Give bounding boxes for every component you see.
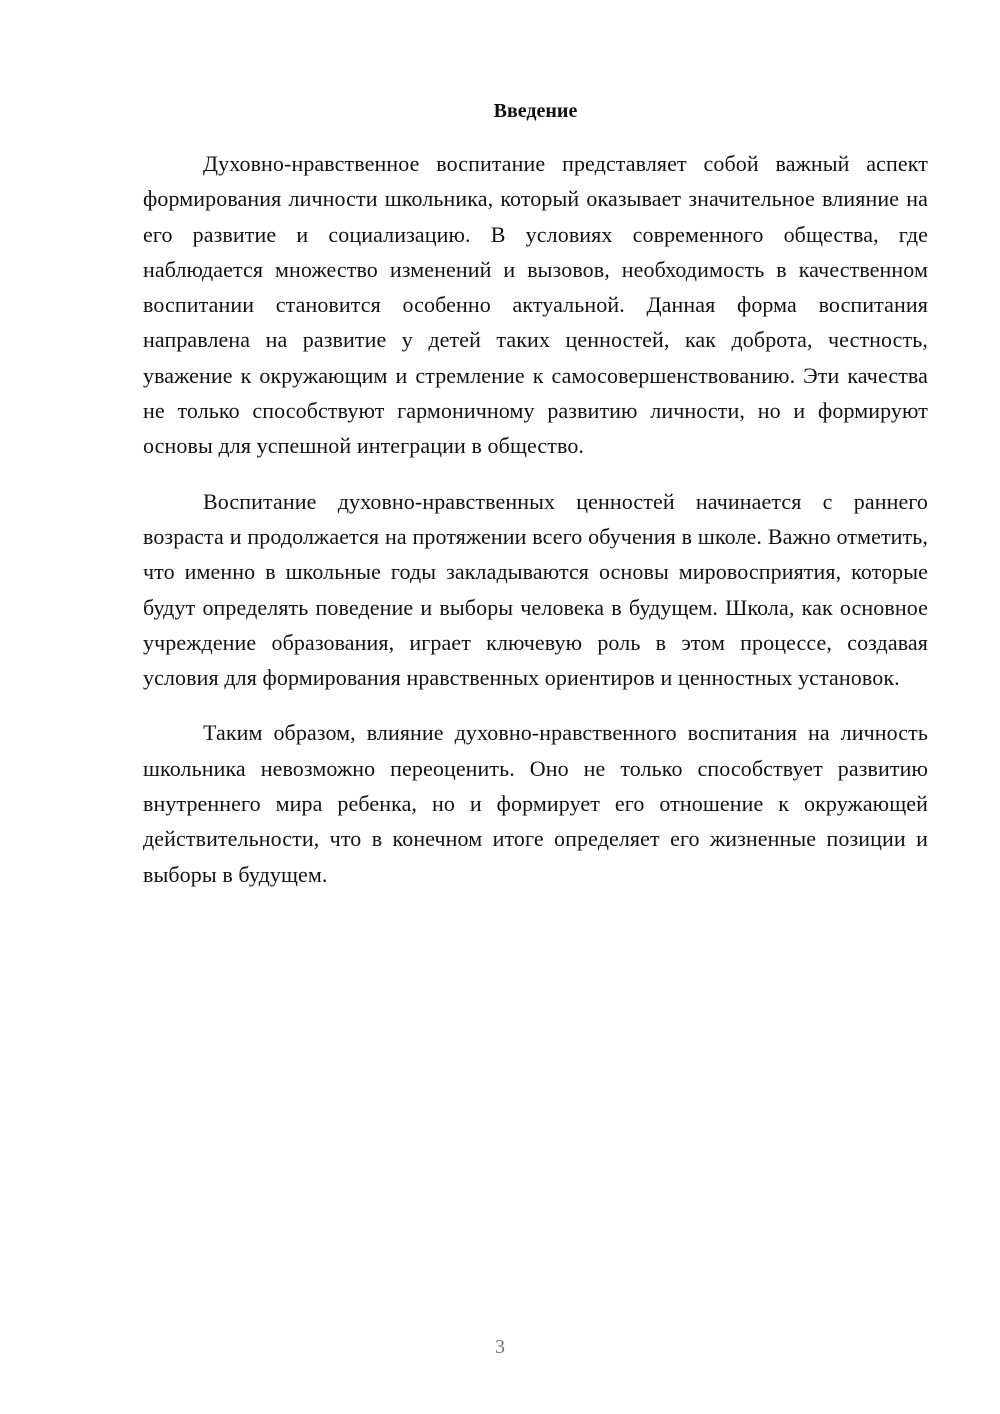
page-number: 3 bbox=[495, 1336, 505, 1358]
paragraph-1: Духовно-нравственное воспитание представляет собой важный аспект формирования личности школьника, который оказывает значительное влияние на его развитие и социализацию. В условиях современного общества, где наблюдается множество изменений и вызовов, необходимость в качественном воспитании становится особенно актуальной. Данная форма воспитания направлена на развитие у детей таких ценностей, как доброта, честность, уважение к окружающим и стремление к самосовершенствованию. Эти качества не только способствуют гармоничному развитию личности, но и формируют основы для успешной интеграции в общество. bbox=[143, 151, 928, 459]
paragraph-3: Таким образом, влияние духовно-нравственного воспитания на личность школьника невозможно переоценить. Оно не только способствует развитию внутреннего мира ребенка, но и формирует его отношение к окружающей действительности, что в конечном итоге определяет его жизненные позиции и выборы в будущем. bbox=[143, 720, 928, 887]
paragraph-2: Воспитание духовно-нравственных ценностей начинается с раннего возраста и продолжается на протяжении всего обучения в школе. Важно отметить, что именно в школьные годы закладываются основы мировосприятия, которые будут определять поведение и выборы человека в будущем. Школа, как основное учреждение образования, играет ключевую роль в этом процессе, создавая условия для формирования нравственных ориентиров и ценностных установок. bbox=[143, 488, 928, 691]
section-heading: Введение bbox=[493, 100, 578, 122]
page-content bbox=[143, 96, 928, 912]
